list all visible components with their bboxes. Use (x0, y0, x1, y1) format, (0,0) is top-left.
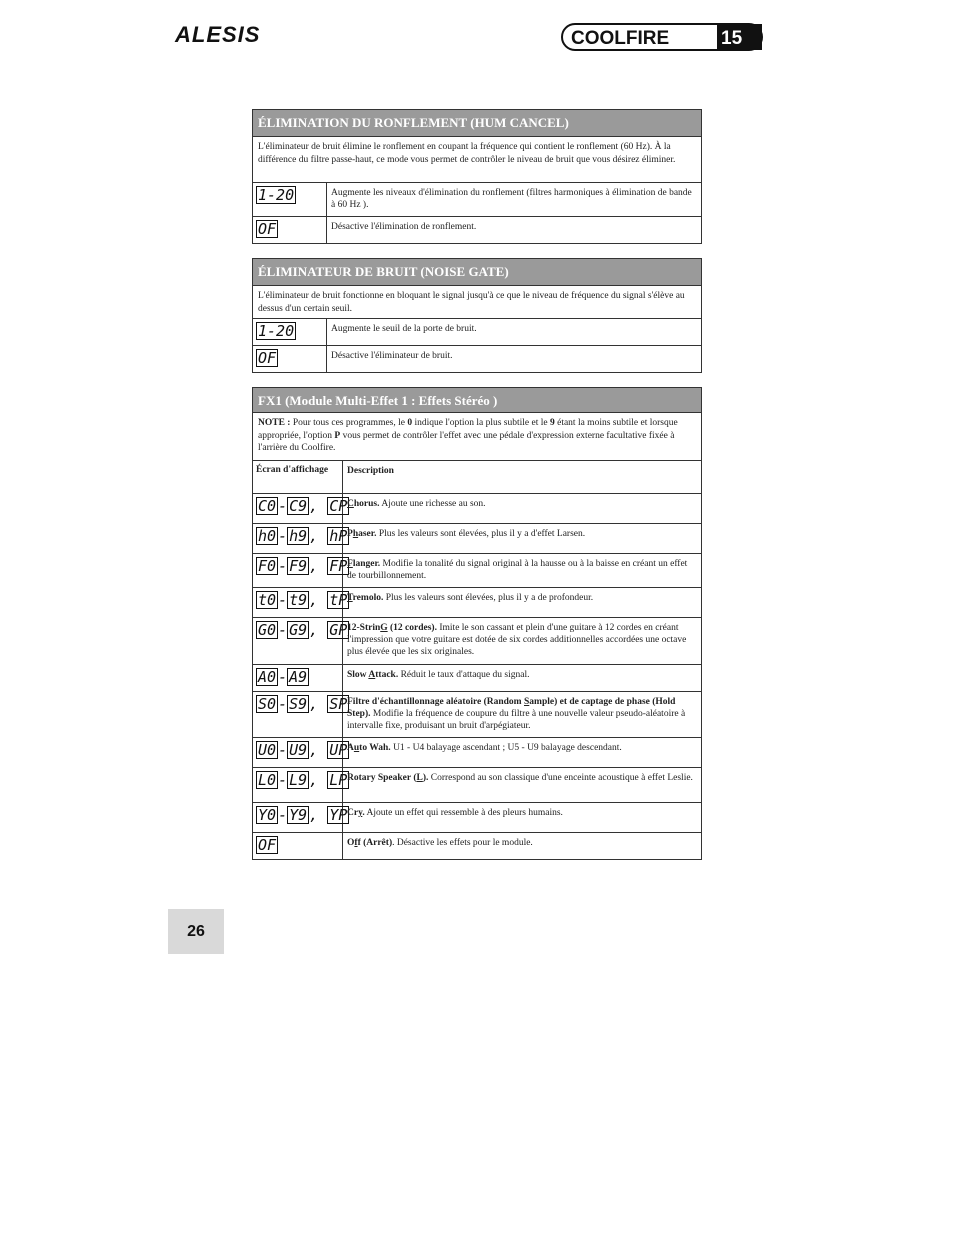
table-row (253, 319, 701, 346)
display-cell (253, 588, 348, 617)
noise-gate-table (252, 258, 702, 373)
led-display: U0 - U9 , UP (258, 741, 348, 759)
table-row (253, 618, 701, 665)
table-row (253, 346, 701, 372)
display-cell (253, 494, 348, 523)
table-row (253, 494, 701, 524)
description-cell: Augmente le seuil de la porte de bruit. (331, 324, 477, 334)
display-cell (253, 833, 343, 859)
led-display: 1-20 (258, 322, 295, 340)
description-cell: Désactive l'élimination de ronflement. (331, 222, 477, 232)
table-row (253, 803, 701, 833)
table-row (253, 524, 701, 554)
display-cell (253, 554, 348, 587)
description-cell: Chorus. Ajoute une richesse au son. (347, 499, 486, 509)
led-display: A0 - A9 (258, 668, 308, 686)
led-display: G0 - G9 , GP (258, 621, 348, 639)
fx1-note: NOTE : Pour tous ces programmes, le 0 indique l'option la plus subtile et le 9 étant la moins subtile et lorsque appropriée, l'option P vous permet de contrôler l'effet avec une pédale d'expression externe facultative fixée à l'arrière du Coolfire. (253, 413, 701, 461)
table-row (253, 692, 701, 738)
description-cell: Filtre d'échantillonnage aléatoire (Random Sample) et de captage de phase (Hold Step). Modifie la fréquence de coupure du filtre à une nouvelle valeur pseudo-aléatoire à intervalle fixe, produisant un bruit d'arpégiateur. (347, 697, 686, 732)
description-cell: Augmente les niveaux d'élimination du ronflement (filtres harmoniques à élimination de bande à 60 Hz ). (331, 188, 692, 211)
description-cell: Désactive l'éliminateur de bruit. (331, 351, 453, 361)
description-cell: Auto Wah. U1 - U4 balayage ascendant ; U5 - U9 balayage descendant. (347, 743, 622, 753)
display-cell (253, 319, 327, 345)
led-display: C0 - C9 , CP (258, 497, 348, 515)
hum-cancel-table (252, 109, 702, 244)
table-row (253, 738, 701, 768)
display-cell (253, 217, 327, 243)
table-row (253, 554, 701, 588)
led-display: L0 - L9 , LP (258, 771, 348, 789)
table-row (253, 588, 701, 618)
display-cell (253, 618, 348, 664)
logo-model-text: 15 (721, 28, 743, 49)
table-row (253, 217, 701, 243)
display-cell (253, 738, 348, 767)
hum-cancel-intro: L'éliminateur de bruit élimine le ronflement en coupant la fréquence qui contient le ronflement (60 Hz). À la différence du filtre passe-haut, ce mode vous permet de contrôler le niveau de bruit que vous désirez éliminer. (253, 137, 701, 183)
led-display: F0 - F9 , FP (258, 557, 348, 575)
description-cell: Flanger. Modifie la tonalité du signal original à la hausse ou à la baisse en créant un effet de tourbillonnement. (347, 559, 688, 582)
led-display: h0 - h9 , hP (258, 527, 348, 545)
display-cell (253, 183, 327, 216)
description-cell: Slow Attack. Réduit le taux d'attaque du signal. (347, 670, 530, 680)
page-number: 26 (168, 909, 224, 954)
table-row (253, 665, 701, 692)
noise-gate-title: ÉLIMINATEUR DE BRUIT (NOISE GATE) (253, 259, 701, 286)
led-display: OF (258, 836, 277, 854)
led-display: 1-20 (258, 186, 295, 204)
display-cell (253, 524, 348, 553)
led-display: t0 - t9 , tP (258, 591, 348, 609)
description-cell: 12-StrinG (12 cordes). Imite le son cassant et plein d'une guitare à 12 cordes en créant l'impression que votre guitare est dotée de six cordes additionnelles accordées une octave plus élevée que les six originales. (347, 623, 687, 658)
col-description-header: Description (347, 466, 394, 476)
fx1-table (252, 387, 702, 860)
led-display: Y0 - Y9 , YP (258, 806, 348, 824)
alesis-logo: ALESIS (175, 22, 261, 47)
display-cell (253, 692, 348, 737)
hum-cancel-title: ÉLIMINATION DU RONFLEMENT (HUM CANCEL) (253, 110, 701, 137)
display-cell (253, 346, 327, 372)
led-display: OF (258, 220, 277, 238)
noise-gate-intro: L'éliminateur de bruit fonctionne en bloquant le signal jusqu'à ce que le niveau de fréquence du signal s'élève au dessus d'un certain seuil. (253, 286, 701, 319)
logo-product-text: COOLFIRE (571, 28, 670, 49)
table-row (253, 183, 701, 217)
col-display-header: Écran d'affichage (253, 461, 343, 493)
table-row (253, 833, 701, 859)
description-cell: Phaser. Plus les valeurs sont élevées, plus il y a d'effet Larsen. (347, 529, 586, 539)
display-cell (253, 665, 343, 691)
table-row (253, 768, 701, 803)
led-display: OF (258, 349, 277, 367)
description-cell: Rotary Speaker (L). Correspond au son classique d'une enceinte acoustique à effet Leslie. (347, 773, 693, 783)
display-cell (253, 803, 348, 832)
description-cell: Tremolo. Plus les valeurs sont élevées, plus il y a de profondeur. (347, 593, 594, 603)
description-cell: Cry. Ajoute un effet qui ressemble à des pleurs humains. (347, 808, 563, 818)
fx1-title: FX1 (Module Multi-Effet 1 : Effets Stéréo ) (253, 388, 701, 413)
column-header-row (253, 461, 701, 494)
led-display: S0 - S9 , SP (258, 695, 348, 713)
coolfire-15-logo (561, 23, 763, 51)
description-cell: Off (Arrêt). Désactive les effets pour le module. (347, 838, 533, 848)
display-cell (253, 768, 348, 802)
